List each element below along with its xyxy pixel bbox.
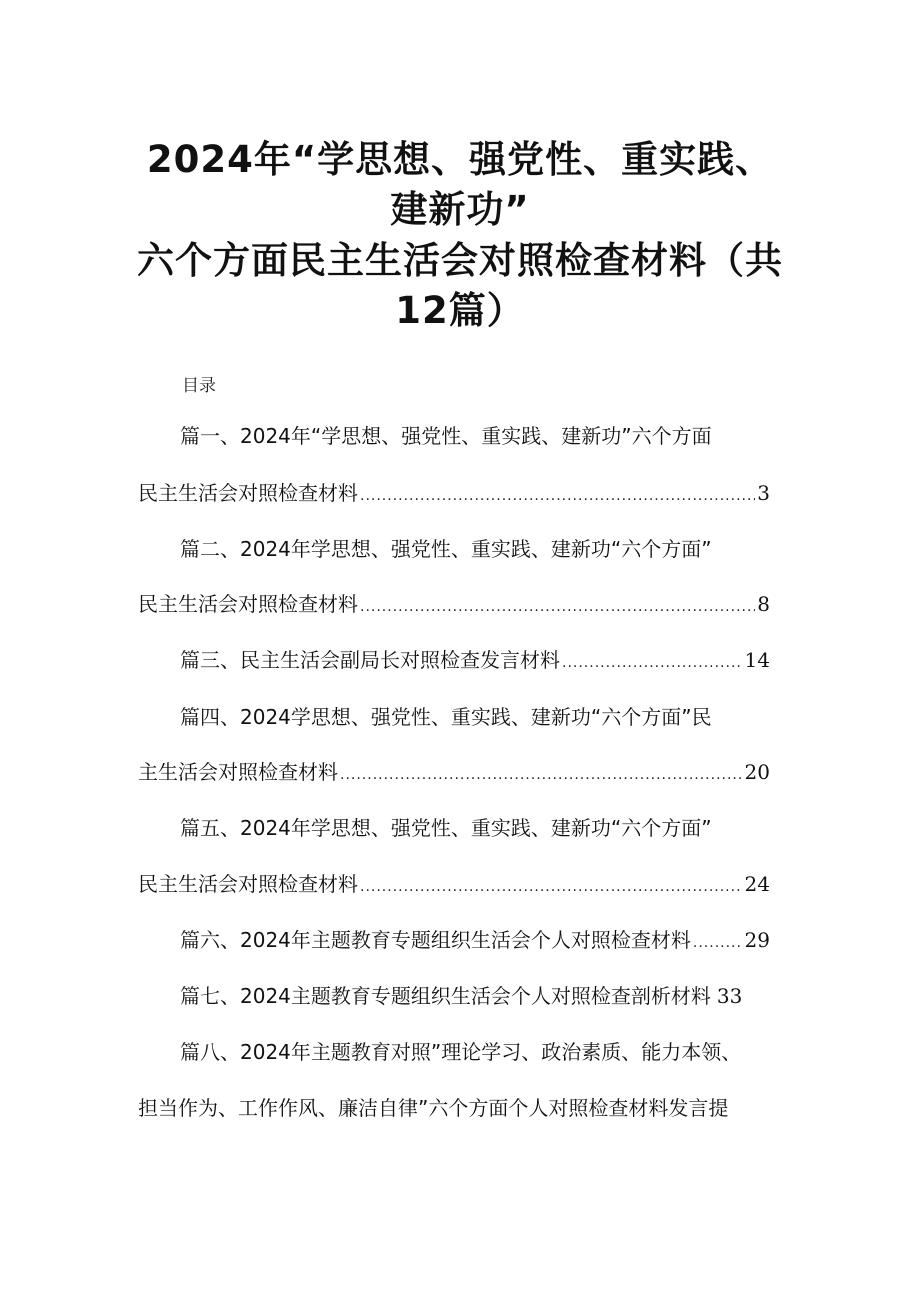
toc-entry-6 [138, 925, 770, 955]
toc-entry-8-line-1: 篇八、2024年主题教育对照”理论学习、政治素质、能力本领、 [180, 1040, 742, 1064]
toc-entry-1-title: 民主生活会对照检查材料 [138, 481, 358, 505]
toc-leader-dots [562, 648, 743, 675]
toc-entry-1-line-2 [138, 478, 770, 508]
toc-leader-dots [693, 928, 743, 955]
toc-entry-7-page: 33 [716, 984, 743, 1008]
toc-entry-7-title: 篇七、2024主题教育专题组织生活会个人对照检查剖析材料 [180, 984, 711, 1008]
toc-entry-2-page: 8 [757, 592, 770, 616]
toc-entry-4-title: 主生活会对照检查材料 [138, 760, 338, 784]
toc-entry-4-page: 20 [744, 760, 770, 784]
toc-leader-dots [360, 481, 755, 508]
toc-entry-3-title: 篇三、民主生活会副局长对照检查发言材料 [180, 648, 560, 672]
toc-entry-3-page: 14 [744, 648, 770, 672]
toc-entry-3 [138, 645, 770, 675]
toc-leader-dots [360, 872, 743, 899]
toc-entry-8-line-2: 担当作为、工作作风、廉洁自律”六个方面个人对照检查材料发言提 [138, 1096, 729, 1120]
toc-entry-2-line-1: 篇二、2024年学思想、强党性、重实践、建新功“六个方面” [180, 537, 712, 561]
toc-entry-6-page: 29 [744, 928, 770, 952]
toc-heading: 目录 [182, 376, 216, 396]
document-title-line-1: 2024年“学思想、强党性、重实践、建新功” [146, 138, 774, 231]
toc-leader-dots [340, 760, 743, 787]
toc-entry-4-line-1: 篇四、2024学思想、强党性、重实践、建新功“六个方面”民 [180, 705, 712, 729]
toc-entry-7 [138, 981, 770, 1011]
toc-entry-1-line-1: 篇一、2024年“学思想、强党性、重实践、建新功”六个方面 [180, 424, 712, 448]
toc-leader-dots [360, 592, 755, 619]
toc-entry-1-page: 3 [757, 481, 770, 505]
toc-entry-5-title: 民主生活会对照检查材料 [138, 872, 358, 896]
toc-entry-2-line-2 [138, 589, 770, 619]
toc-entry-6-title: 篇六、2024年主题教育专题组织生活会个人对照检查材料 [180, 928, 691, 952]
toc-entry-2-title: 民主生活会对照检查材料 [138, 592, 358, 616]
toc-entry-5-page: 24 [744, 872, 770, 896]
toc-entry-4-line-2 [138, 757, 770, 787]
document-title-line-2: 六个方面民主生活会对照检查材料（共12篇） [137, 239, 783, 332]
toc-entry-5-line-1: 篇五、2024年学思想、强党性、重实践、建新功“六个方面” [180, 816, 712, 840]
toc-entry-5-line-2 [138, 869, 770, 899]
